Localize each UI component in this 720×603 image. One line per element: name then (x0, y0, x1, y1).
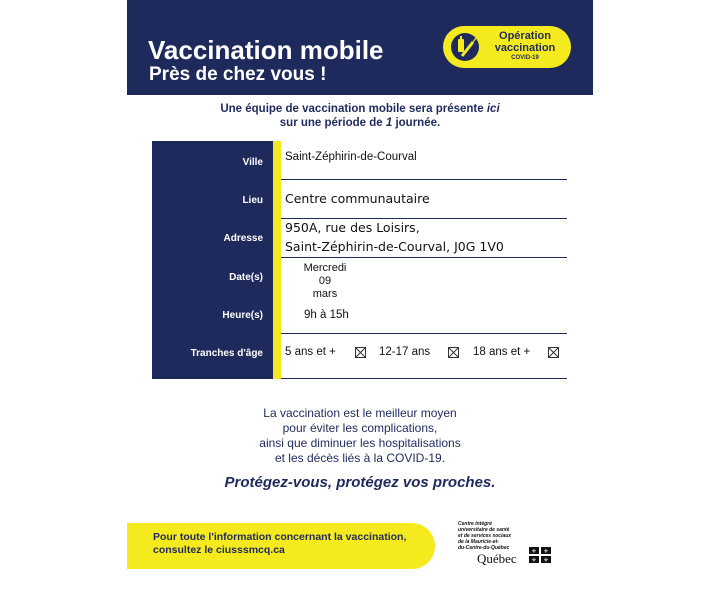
footer-line2[interactable]: consultez le ciusssmcq.ca (153, 544, 285, 556)
divider (281, 333, 567, 334)
page-title: Vaccination mobile (148, 35, 384, 65)
checkbox-5-plus (355, 347, 366, 358)
divider (281, 218, 567, 219)
poster (127, 0, 593, 603)
intro-line1 (127, 102, 593, 116)
page-subtitle: Près de chez vous ! (149, 64, 327, 85)
cisss-organization-name (458, 521, 528, 551)
syringe-icon (449, 30, 481, 64)
footer-info-banner (127, 523, 435, 569)
checkbox-18-plus (548, 347, 559, 358)
message-line4: et les décès liés à la COVID-19. (274, 451, 446, 465)
quebec-logo-text: Québec (477, 551, 517, 566)
badge-line2: vaccination (494, 42, 556, 54)
divider (281, 257, 567, 258)
quebec-flag-icon (529, 547, 551, 563)
value-lieu: Centre communautaire (285, 191, 430, 206)
org-line3: et de services sociaux (458, 533, 512, 539)
intro-line2 (127, 116, 593, 130)
intro-line1-text: Une équipe de vaccination mobile sera présente (220, 103, 487, 115)
org-line5: du-Centre-du-Québec (458, 545, 510, 551)
value-adresse-line1: 950A, rue des Loisirs, (285, 220, 420, 235)
label-dates: Date(s) (229, 272, 263, 283)
value-heures: 9h à 15h (304, 309, 349, 321)
badge-line1: Opération (499, 30, 551, 42)
value-dates (297, 262, 353, 301)
footer-text (153, 531, 406, 557)
yellow-accent-bar (273, 141, 281, 379)
message-line3: ainsi que diminuer les hospitalisations (259, 436, 461, 450)
svg-text:⚜: ⚜ (543, 548, 549, 555)
checked-x-icon (356, 348, 365, 357)
label-tranches-age: Tranches d'âge (190, 348, 263, 359)
org-line2: universitaire de santé (458, 527, 510, 533)
divider (281, 378, 567, 379)
checkbox-12-17 (448, 347, 459, 358)
checked-x-icon (549, 348, 558, 357)
message-line2: pour éviter les complications, (282, 421, 438, 435)
header-banner (127, 0, 593, 95)
svg-text:⚜: ⚜ (531, 548, 537, 555)
footer-line1: Pour toute l'information concernant la vaccination, (153, 531, 407, 543)
value-dates-line1: Mercredi 09 (303, 262, 347, 287)
intro-line2-end: journée. (392, 117, 441, 129)
intro-text (127, 102, 593, 130)
intro-line2-emphasis: 1 (385, 117, 393, 129)
value-adresse-line2: Saint-Zéphirin-de-Courval, J0G 1V0 (285, 239, 504, 254)
intro-line1-emphasis: ici (486, 103, 500, 115)
vaccination-message (127, 406, 593, 466)
svg-text:⚜: ⚜ (543, 557, 549, 563)
age-group-12-17: 12-17 ans (379, 346, 431, 358)
divider (281, 179, 567, 180)
value-dates-line2: mars (312, 288, 338, 300)
org-line1: Centre intégré (458, 521, 492, 527)
value-ville: Saint-Zéphirin-de-Courval (285, 151, 417, 163)
operation-vaccination-badge (443, 26, 571, 68)
checked-x-icon (449, 348, 458, 357)
age-group-18-plus: 18 ans et + (473, 346, 531, 358)
org-line4: de la Mauricie-et- (458, 539, 499, 545)
label-lieu: Lieu (242, 195, 263, 206)
label-adresse: Adresse (223, 233, 263, 244)
age-group-5-plus: 5 ans et + (285, 346, 336, 358)
badge-line3: COVID-19 (511, 55, 539, 61)
intro-line2-text: sur une période de (279, 117, 386, 129)
label-heures: Heure(s) (222, 310, 263, 321)
badge-text (481, 30, 569, 62)
details-label-column (152, 141, 273, 379)
message-line1: La vaccination est le meilleur moyen (263, 406, 457, 420)
label-ville: Ville (242, 157, 263, 168)
slogan: Protégez-vous, protégez vos proches. (224, 474, 496, 491)
svg-text:⚜: ⚜ (531, 557, 537, 563)
